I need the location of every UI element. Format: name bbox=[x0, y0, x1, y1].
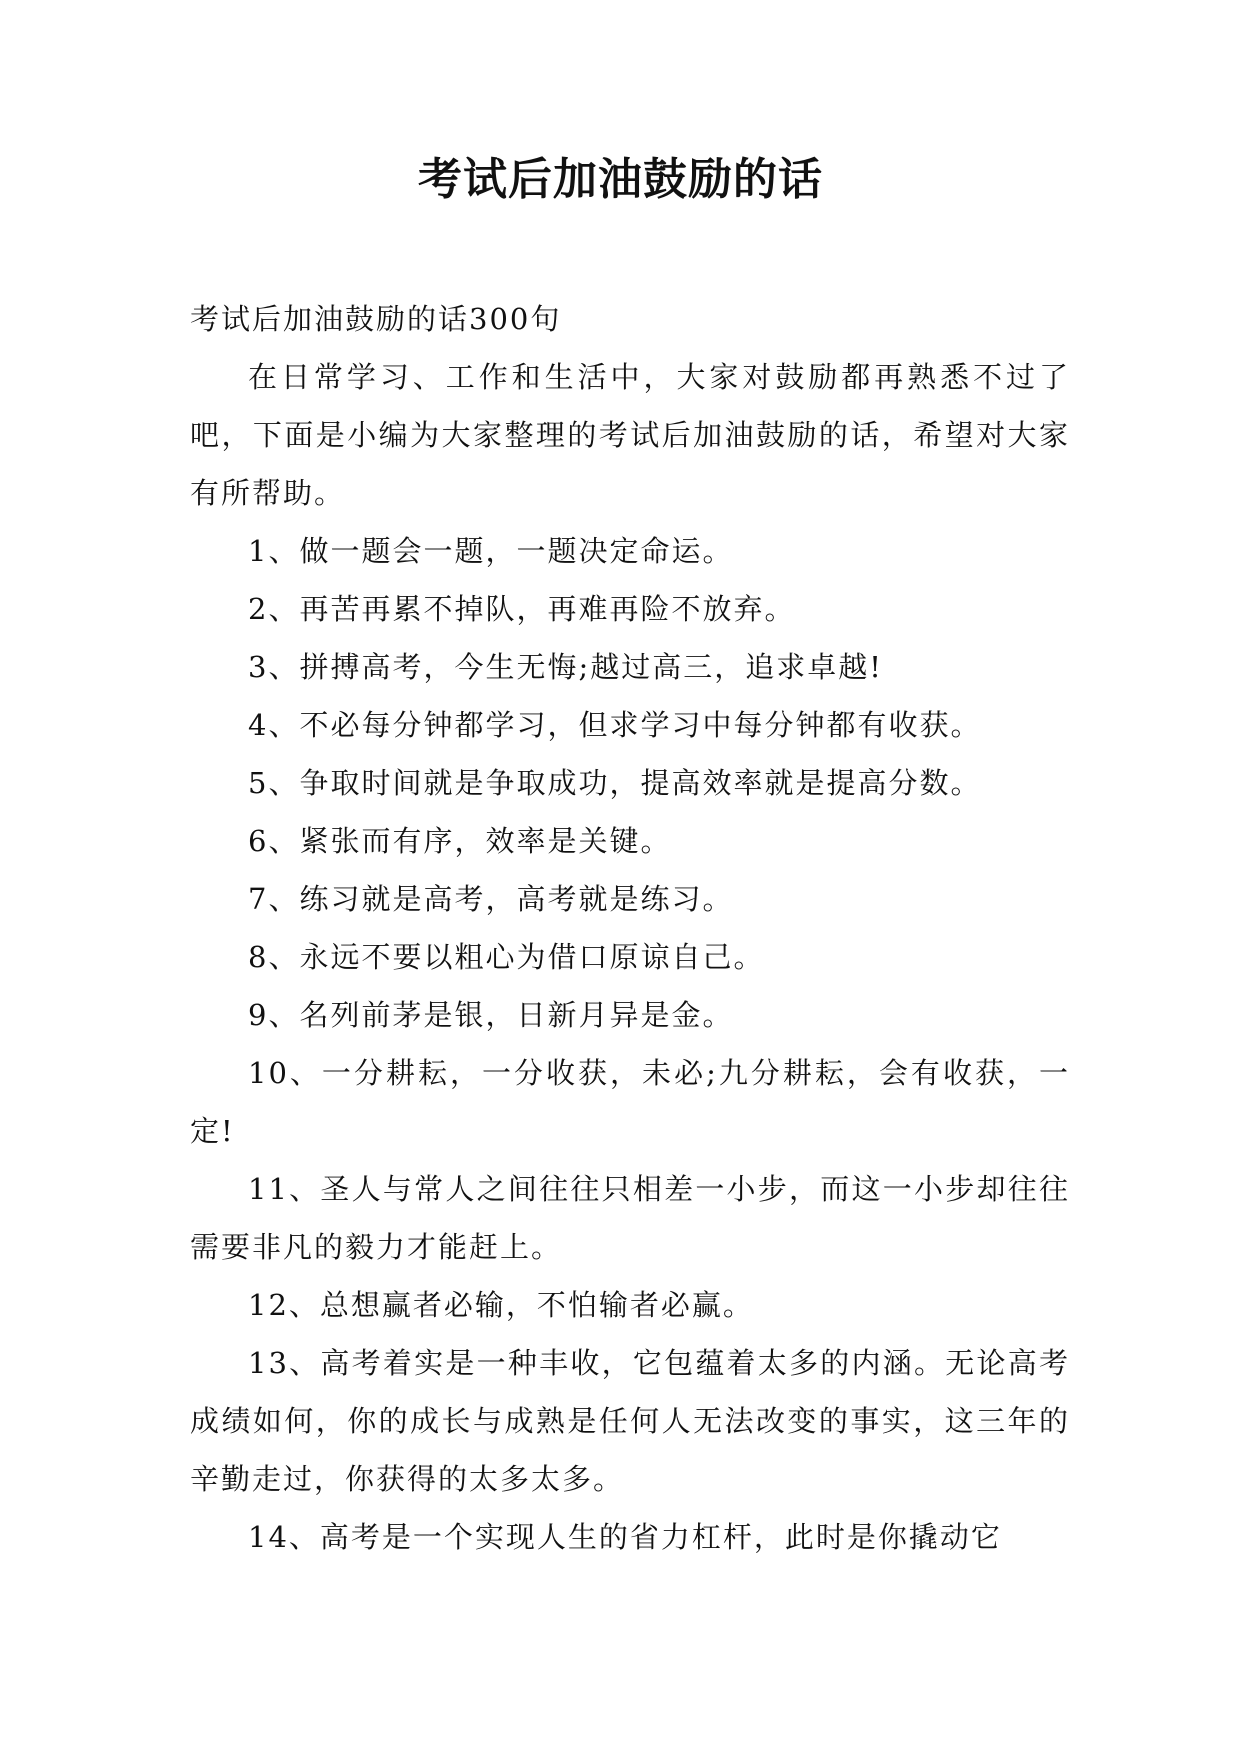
list-item: 8、永远不要以粗心为借口原谅自己。 bbox=[248, 940, 765, 974]
list-item: 11、圣人与常人之间往往只相差一小步，而这一小步却往往需要非凡的毅力才能赶上。 bbox=[190, 1172, 1070, 1264]
list-item: 2、再苦再累不掉队，再难再险不放弃。 bbox=[248, 592, 796, 626]
list-item: 13、高考着实是一种丰收，它包蕴着太多的内涵。无论高考成绩如何，你的成长与成熟是任何人无法改变的事实，这三年的辛勤走过，你获得的太多太多。 bbox=[190, 1346, 1070, 1496]
document-title: 考试后加油鼓励的话 bbox=[418, 154, 823, 205]
list-item: 10、一分耕耘，一分收获，未必;九分耕耘，会有收获，一定! bbox=[190, 1056, 1070, 1148]
list-item: 5、争取时间就是争取成功，提高效率就是提高分数。 bbox=[248, 766, 982, 800]
document-body bbox=[190, 290, 1070, 1566]
document-subtitle: 考试后加油鼓励的话300句 bbox=[190, 302, 562, 336]
list-item: 14、高考是一个实现人生的省力杠杆，此时是你撬动它 bbox=[248, 1520, 1002, 1554]
list-item: 7、练习就是高考，高考就是练习。 bbox=[248, 882, 734, 916]
list-item: 3、拼搏高考，今生无悔;越过高三，追求卓越! bbox=[248, 650, 883, 684]
list-item: 4、不必每分钟都学习，但求学习中每分钟都有收获。 bbox=[248, 708, 982, 742]
list-item: 6、紧张而有序，效率是关键。 bbox=[248, 824, 672, 858]
intro-paragraph: 在日常学习、工作和生活中，大家对鼓励都再熟悉不过了吧，下面是小编为大家整理的考试后加油鼓励的话，希望对大家有所帮助。 bbox=[190, 360, 1070, 510]
list-item: 12、总想赢者必输，不怕输者必赢。 bbox=[248, 1288, 754, 1322]
list-item: 1、做一题会一题，一题决定命运。 bbox=[248, 534, 734, 568]
list-item: 9、名列前茅是银，日新月异是金。 bbox=[248, 998, 734, 1032]
